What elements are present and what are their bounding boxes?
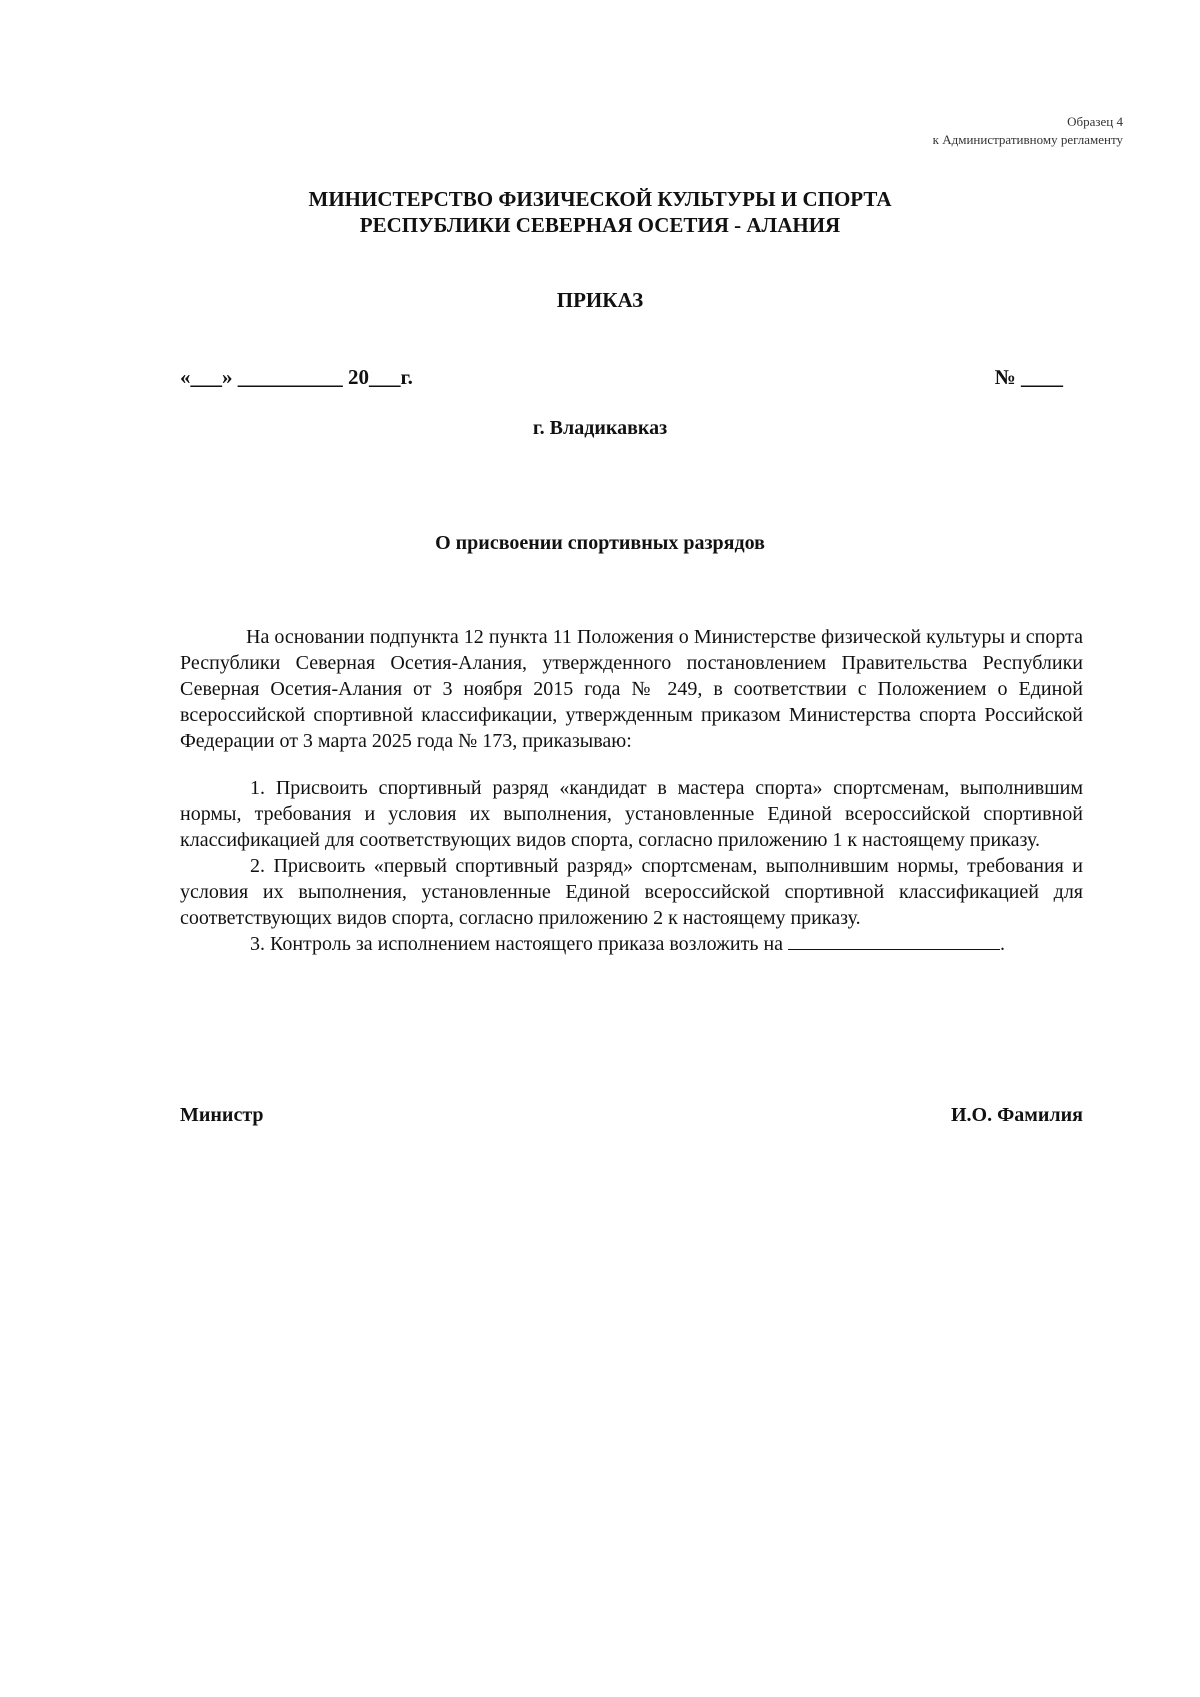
order-point-2: 2. Присвоить «первый спортивный разряд» спортсменам, выполнившим нормы, требования и условия их выполнения, установленные Единой всероссийской спортивной классификацией для соответствующих видов спорта, согласно приложению 2 к настоящему приказу.	[180, 855, 1083, 929]
sample-label-block	[933, 113, 1123, 149]
order-number-field: № ____	[994, 365, 1063, 389]
order-subject: О присвоении спортивных разрядов	[435, 532, 765, 554]
signer-title: Министр	[180, 1104, 264, 1126]
preamble-section	[180, 624, 1083, 754]
sample-label: Образец 4	[1067, 114, 1123, 129]
responsible-person-blank	[788, 931, 1000, 950]
order-point-3-end: .	[1000, 933, 1006, 955]
city-name: г. Владикавказ	[532, 417, 668, 439]
order-date-field: «___» __________ 20___г.	[180, 365, 413, 389]
order-point-3-text: 3. Контроль за исполнением настоящего приказа возложить на	[250, 933, 784, 955]
ministry-line-2: РЕСПУБЛИКИ СЕВЕРНАЯ ОСЕТИЯ - АЛАНИЯ	[359, 213, 841, 237]
preamble-paragraph: На основании подпункта 12 пункта 11 Положения о Министерстве физической культуры и спорта Республики Северная Осетия-Алания, утвержденного постановлением Правительства Республики Северная Осетия-Алания от 3 ноября 2015 года № 249, в соответствии с Положением о Единой всероссийской спортивной классификации, утвержденным приказом Министерства спорта Российской Федерации от 3 марта 2025 года № 173, приказываю:	[180, 626, 1083, 752]
ministry-line-1: МИНИСТЕРСТВО ФИЗИЧЕСКОЙ КУЛЬТУРЫ И СПОРТА	[308, 187, 892, 211]
document-type-heading: ПРИКАЗ	[556, 288, 644, 312]
order-points	[180, 775, 1083, 957]
ministry-name	[0, 186, 1200, 238]
signer-name: И.О. Фамилия	[950, 1104, 1083, 1126]
order-point-3	[180, 931, 1083, 957]
order-point-1: 1. Присвоить спортивный разряд «кандидат в мастера спорта» спортсменам, выполнившим нормы, требования и условия их выполнения, установленные Единой всероссийской спортивной классификацией для соответствующих видов спорта, согласно приложению 1 к настоящему приказу.	[180, 777, 1083, 851]
regulation-reference: к Административному регламенту	[932, 132, 1123, 147]
